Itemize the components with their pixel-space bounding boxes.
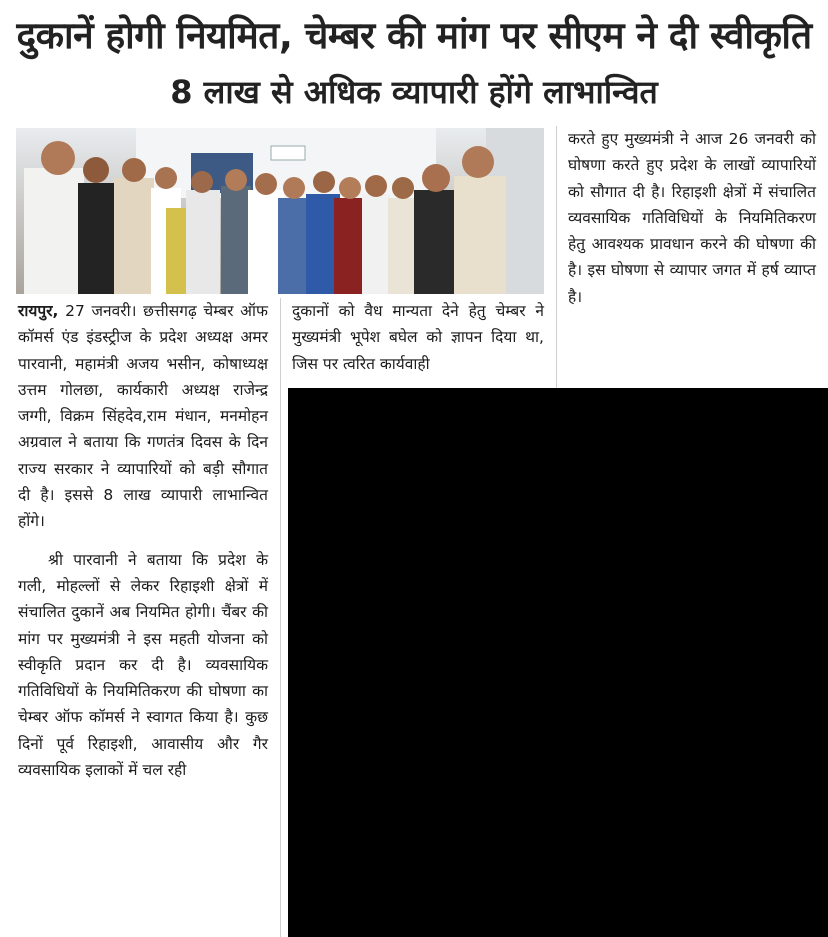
paragraph	[18, 298, 268, 535]
article-column-2	[292, 298, 544, 377]
column-rule	[280, 298, 281, 937]
dateline-place: रायपुर,	[18, 302, 59, 320]
article-column-3	[568, 126, 816, 310]
article-column-1	[18, 298, 268, 783]
paragraph: श्री पारवानी ने बताया कि प्रदेश के गली, मोहल्लों से लेकर रिहाइशी क्षेत्रों में संचालित दुकानें अब नियमित होगी। चैंबर की मांग पर मुख्यमंत्री ने इस महती योजना को स्वीकृति प्रदान कर दी है। व्यवसायिक गतिविधियों के नियमितिकरण की घोषणा का चेम्बर ऑफ कॉमर्स ने स्वागत किया है। कुछ दिनों पूर्व रिहाइशी, आवासीय और गैर व्यवसायिक इलाकों में चल रही	[18, 550, 268, 780]
paragraph: दुकानों को वैध मान्यता देने हेतु चेम्बर ने मुख्यमंत्री भूपेश बघेल को ज्ञापन दिया था, जिस पर त्वरित कार्यवाही	[292, 302, 544, 373]
paragraph: करते हुए मुख्यमंत्री ने आज 26 जनवरी को घोषणा करते हुए प्रदेश के लाखों व्यापारियों को सौगात दी है। रिहाइशी क्षेत्रों में संचालित व्यवसायिक गतिविधियों के नियमितिकरण हेतु आवश्यक प्रावधान करने की घोषणा की है। इस घोषणा से व्यापार जगत में हर्ष व्याप्त है।	[568, 130, 816, 306]
group-photo	[16, 128, 544, 294]
column-rule	[556, 126, 557, 388]
paragraph-text: 27 जनवरी। छत्तीसगढ़ चेम्बर ऑफ कॉमर्स एंड इंडस्ट्रीज के प्रदेश अध्यक्ष अमर पारवानी, महामंत्री अजय भसीन, कोषाध्यक्ष उत्तम गोलछा, कार्यकारी अध्यक्ष राजेन्द्र जग्गी, विक्रम सिंहदेव,राम मंधान, मनमोहन अग्रवाल ने बताया कि गणतंत्र दिवस के दिन राज्य सरकार ने व्यापारियों को बड़ी सौगात दी है। इससे 8 लाख व्यापारी लाभान्वित होंगे।	[18, 302, 268, 531]
redacted-area	[288, 388, 828, 937]
group-photo-image	[16, 128, 544, 294]
subheadline: 8 लाख से अधिक व्यापारी होंगे लाभान्वित	[170, 73, 658, 111]
headline: दुकानें होगी नियमित, चेम्बर की मांग पर सीएम ने दी स्वीकृति	[16, 14, 812, 57]
